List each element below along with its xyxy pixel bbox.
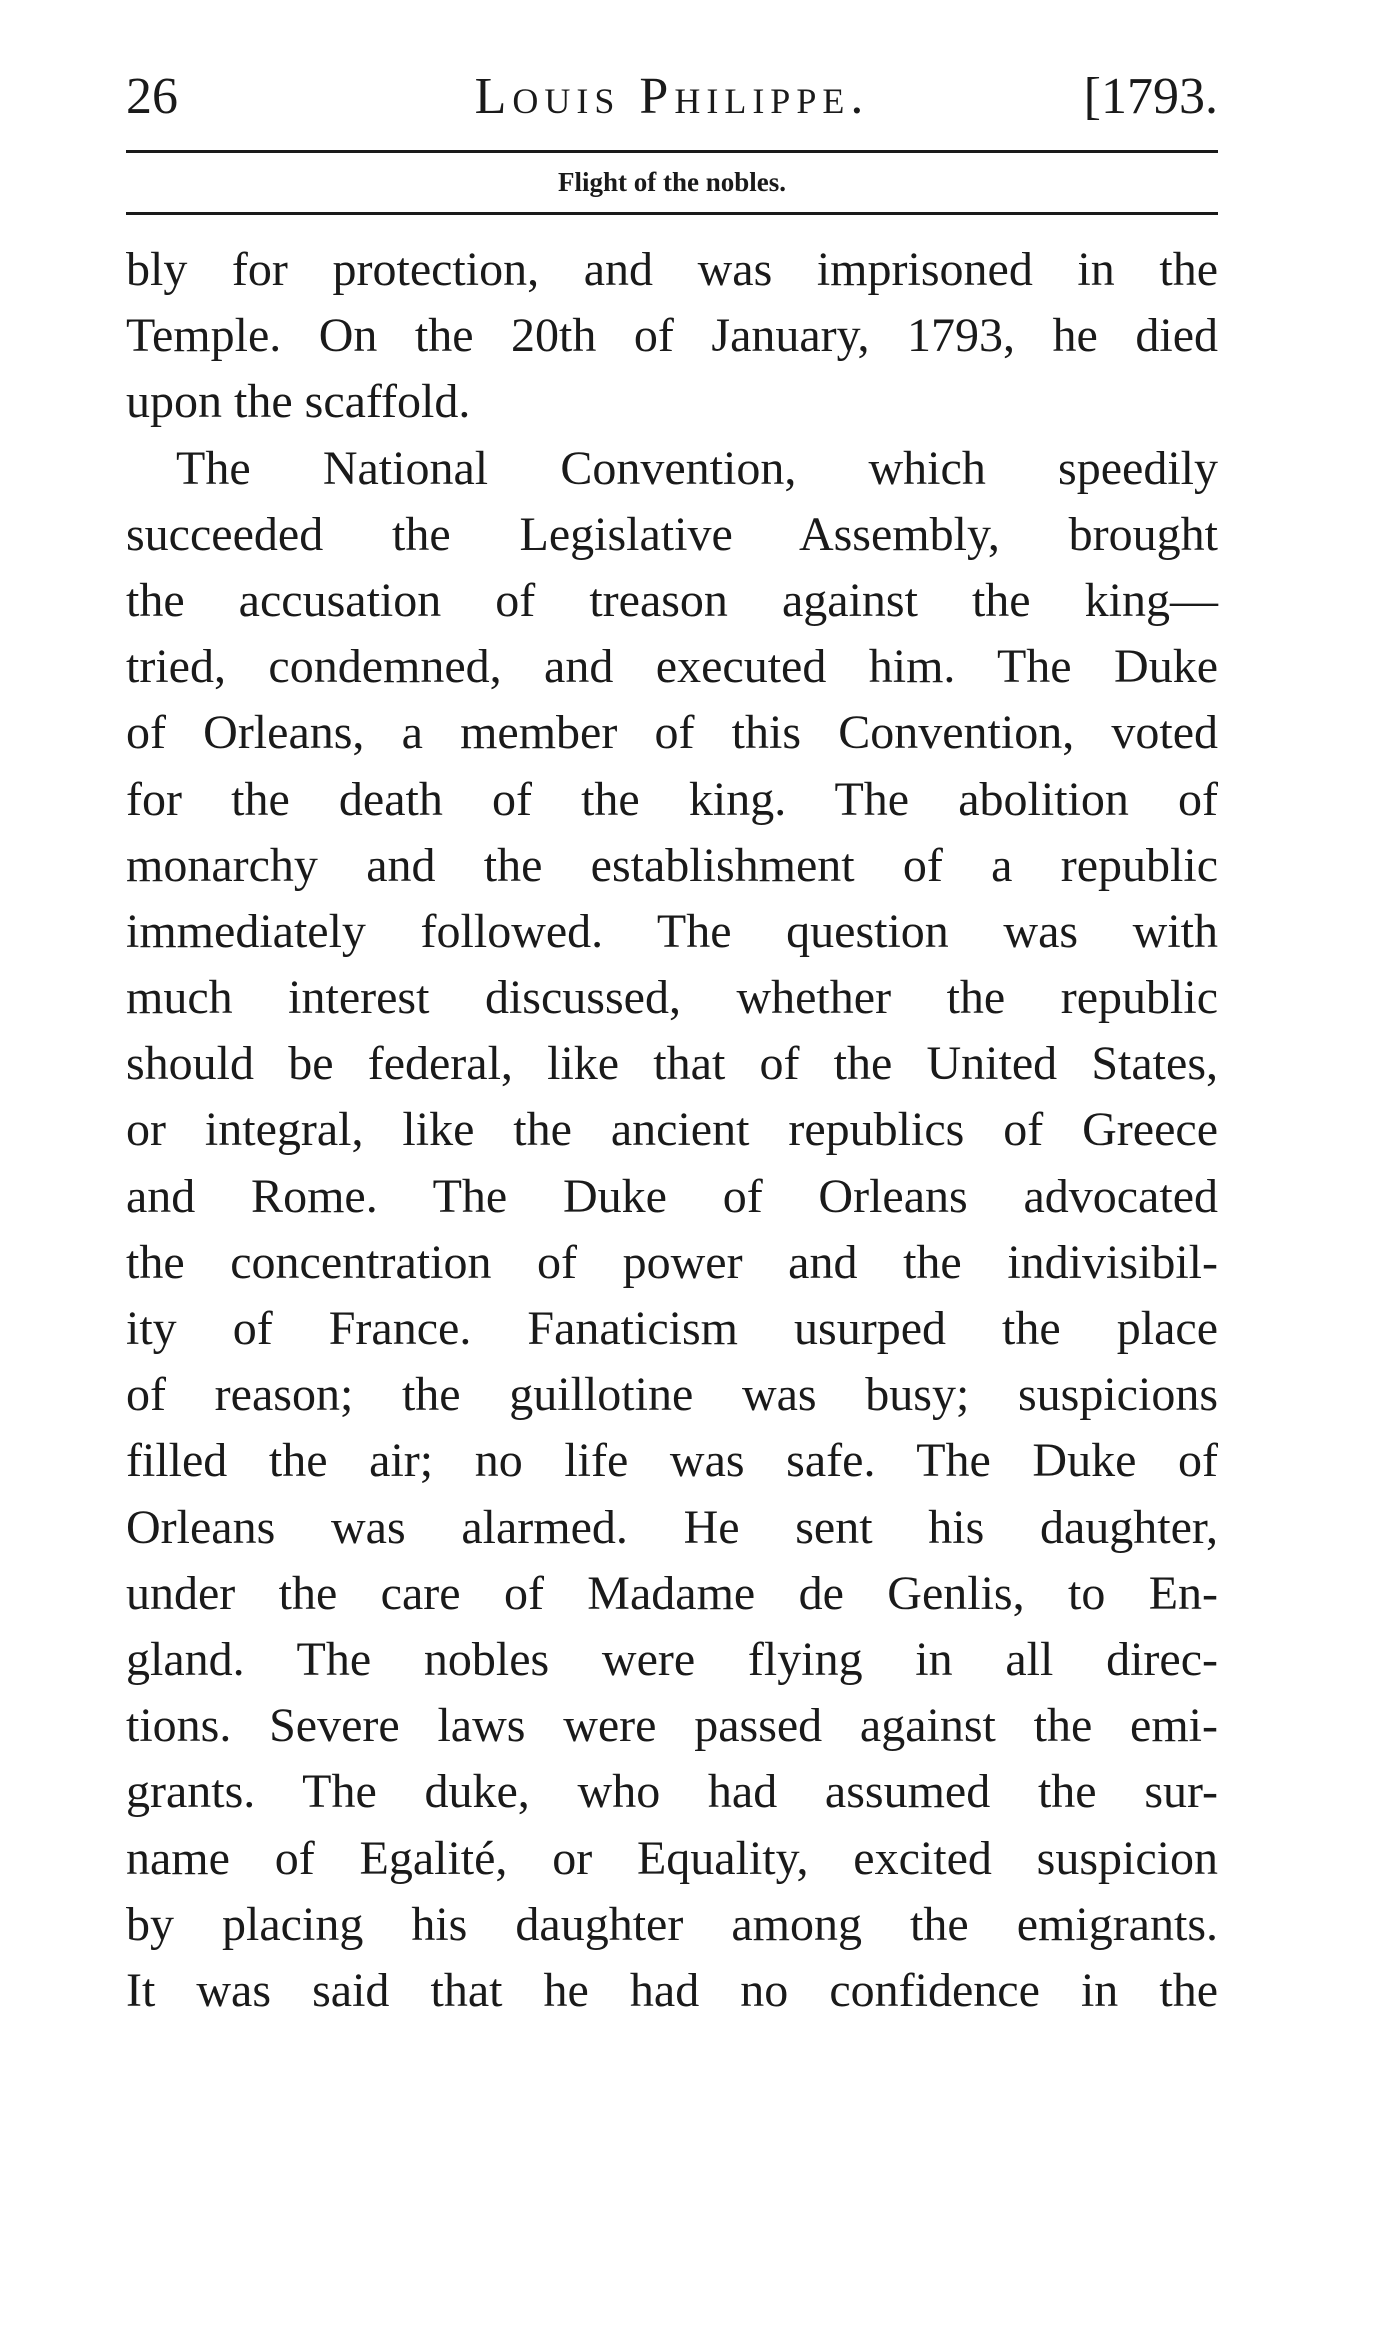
- running-title: Louis Philippe.: [474, 68, 870, 125]
- text-line: It was said that he had no confidence in the: [126, 1963, 1218, 2017]
- text-line: name of Egalité, or Equality, excited suspicion: [126, 1831, 1218, 1885]
- text-line: immediately followed. The question was with: [126, 904, 1218, 958]
- text-line: tions. Severe laws were passed against the emi-: [126, 1699, 1218, 1753]
- header-rule-top: [126, 150, 1218, 153]
- text-line: Orleans was alarmed. He sent his daughter,: [126, 1500, 1218, 1554]
- text-line: the accusation of treason against the king—: [126, 573, 1218, 627]
- text-line: The National Convention, which speedily: [176, 441, 1218, 495]
- section-subheading: Flight of the nobles.: [557, 167, 786, 197]
- page-number: 26: [126, 68, 178, 125]
- text-line: bly for protection, and was imprisoned in the: [126, 243, 1218, 296]
- text-line: succeeded the Legislative Assembly, brought: [126, 507, 1218, 561]
- body-text: [126, 237, 1218, 2024]
- text-line: by placing his daughter among the emigrants.: [126, 1897, 1218, 1951]
- text-line: under the care of Madame de Genlis, to En-: [126, 1566, 1218, 1620]
- text-line: for the death of the king. The abolition of: [126, 772, 1218, 826]
- text-line: or integral, like the ancient republics of Greece: [126, 1103, 1218, 1157]
- text-line: the concentration of power and the indivisibil-: [126, 1235, 1218, 1289]
- text-line: gland. The nobles were flying in all direc-: [126, 1632, 1218, 1686]
- text-line: of Orleans, a member of this Convention, voted: [126, 706, 1218, 760]
- header-rule-bottom: [126, 212, 1218, 215]
- text-line: much interest discussed, whether the republic: [126, 971, 1218, 1025]
- running-head: [126, 62, 1218, 132]
- text-line: filled the air; no life was safe. The Duke of: [126, 1434, 1218, 1488]
- year-marker: [1793.: [1083, 68, 1218, 125]
- text-line: ity of France. Fanaticism usurped the place: [126, 1302, 1218, 1355]
- text-line: grants. The duke, who had assumed the sur-: [126, 1765, 1218, 1819]
- text-line: monarchy and the establishment of a republic: [126, 838, 1218, 892]
- text-line: should be federal, like that of the United States,: [126, 1037, 1218, 1091]
- text-line: of reason; the guillotine was busy; suspicions: [126, 1368, 1218, 1422]
- text-line: and Rome. The Duke of Orleans advocated: [126, 1169, 1218, 1223]
- text-line: Temple. On the 20th of January, 1793, he died: [126, 309, 1218, 363]
- text-line: tried, condemned, and executed him. The Duke: [126, 640, 1218, 694]
- text-line: upon the scaffold.: [126, 375, 471, 429]
